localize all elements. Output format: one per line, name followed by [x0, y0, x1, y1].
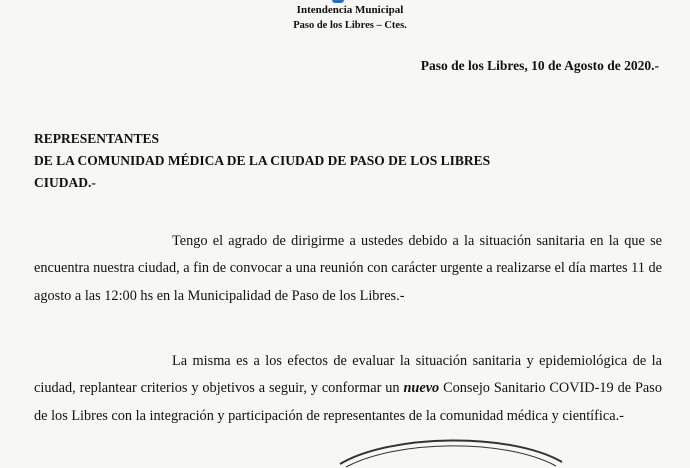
recipient-line-3: CIUDAD.-	[34, 175, 96, 190]
date-line: Paso de los Libres, 10 de Agosto de 2020.-	[420, 58, 659, 73]
body-paragraph-2	[34, 348, 662, 430]
recipient-block	[34, 128, 490, 194]
paragraph-2-start: La misma es a los efectos de evaluar la situación sanitaria y epidemiológica de la ciudad, replantear criterios y objetivos a seguir, y conformar un	[34, 353, 662, 397]
recipient-line-2: DE LA COMUNIDAD MÉDICA DE LA CIUDAD DE PASO DE LOS LIBRES	[34, 153, 491, 168]
recipient-line-1: REPRESENTANTES	[34, 131, 160, 146]
stamp-seal-icon	[300, 428, 600, 468]
letterhead-line-1: Intendencia Municipal	[296, 4, 404, 16]
body-paragraph-1: Tengo el agrado de dirigirme a ustedes debido a la situación sanitaria en la que se encuentra nuestra ciudad, a fin de convocar a una reunión con carácter urgente a realizarse el día martes 11 de agosto a las 12:00 hs en la Municipalidad de Paso de los Libres.-	[34, 233, 662, 304]
paragraph-2-end: Consejo Sanitario COVID-19 de Paso de los Libres con la integración y participación de representantes de la comunidad médica y científica.-	[34, 380, 662, 424]
emphasis-word: nuevo	[403, 380, 440, 397]
letterhead	[0, 3, 690, 33]
letterhead-line-2: Paso de los Libres – Ctes.	[293, 20, 407, 31]
